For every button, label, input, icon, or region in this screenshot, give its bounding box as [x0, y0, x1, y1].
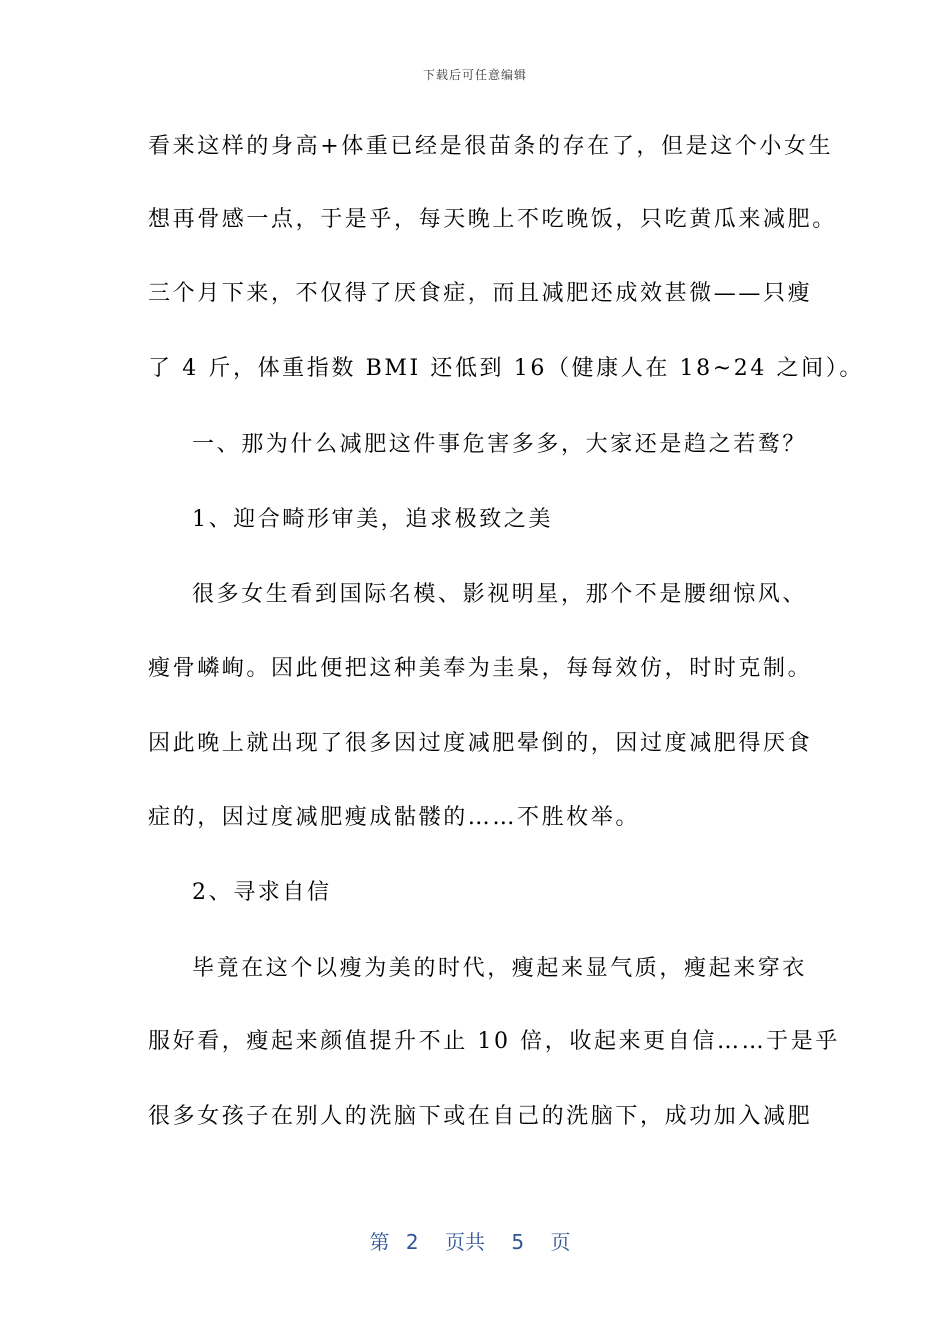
total-page-count: 5	[511, 1230, 525, 1254]
paragraph-line: 瘦骨嶙峋。因此便把这种美奉为圭臬，每每效仿，时时克制。	[148, 656, 813, 681]
page-header: 下载后可任意编辑	[422, 68, 527, 82]
footer-suffix: 页	[550, 1230, 571, 1254]
paragraph-line: 因此晚上就出现了很多因过度减肥晕倒的，因过度减肥得厌食	[148, 731, 813, 756]
subsection-heading: 1、迎合畸形审美，追求极致之美	[192, 507, 553, 532]
footer-middle: 页共	[445, 1230, 485, 1254]
paragraph-line: 看来这样的身高+体重已经是很苗条的存在了，但是这个小女生	[148, 134, 834, 159]
paragraph-line: 症的，因过度减肥瘦成骷髅的……不胜枚举。	[148, 805, 641, 830]
paragraph-line: 毕竟在这个以瘦为美的时代，瘦起来显气质，瘦起来穿衣	[192, 956, 808, 981]
subsection-heading: 2、寻求自信	[192, 880, 332, 905]
paragraph-line: 很多女孩子在别人的洗脑下或在自己的洗脑下，成功加入减肥	[148, 1104, 813, 1129]
section-heading: 一、那为什么减肥这件事危害多多，大家还是趋之若鹜？	[192, 432, 808, 457]
paragraph-line: 很多女生看到国际名模、影视明星，那个不是腰细惊风、	[192, 582, 808, 607]
footer-prefix: 第	[369, 1230, 390, 1254]
current-page-number: 2	[405, 1230, 419, 1254]
paragraph-line: 三个月下来，不仅得了厌食症，而且减肥还成效甚微——只瘦	[148, 281, 813, 306]
page-number-footer	[0, 1226, 950, 1255]
paragraph-line: 服好看，瘦起来颜值提升不止 10 倍，收起来更自信……于是乎	[148, 1029, 840, 1054]
paragraph-line: 想再骨感一点，于是乎，每天晚上不吃晚饭，只吃黄瓜来减肥。	[148, 207, 837, 232]
paragraph-line: 了 4 斤，体重指数 BMI 还低到 16（健康人在 18~24 之间）。	[148, 356, 864, 381]
